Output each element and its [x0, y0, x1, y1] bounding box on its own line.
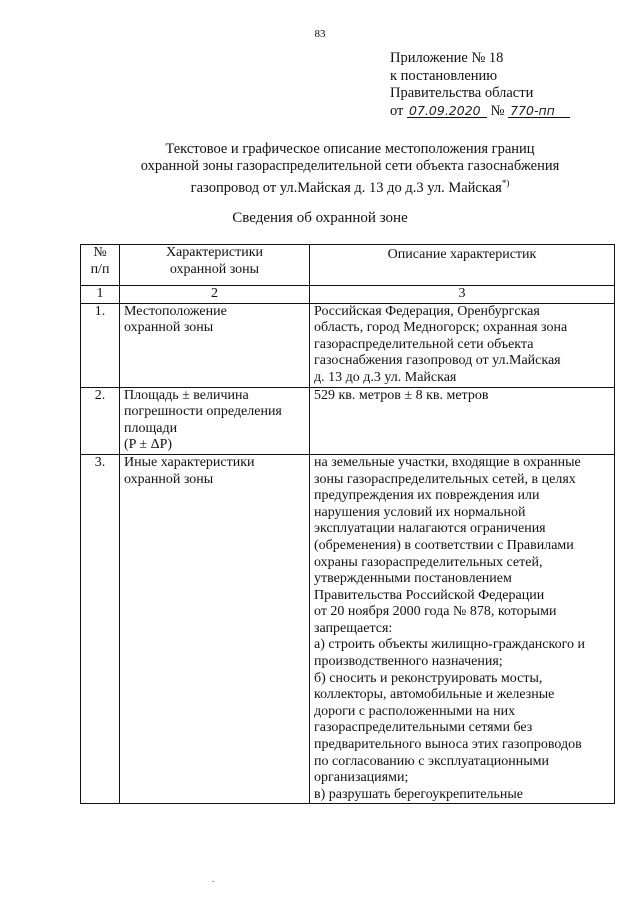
- text-line: б) сносить и реконструировать мосты,: [314, 670, 543, 686]
- row-description: [310, 387, 615, 454]
- table-row: [81, 303, 615, 387]
- row-description: [310, 303, 615, 387]
- text-line: нарушения условий их нормальной: [314, 504, 526, 520]
- text-line: на земельные участки, входящие в охранные: [314, 454, 581, 470]
- text-line: Иные характеристики: [124, 454, 255, 470]
- appendix-block: [390, 50, 570, 120]
- table-header-row: [81, 245, 615, 286]
- text-line: газораспределительной сети объекта: [314, 336, 534, 352]
- column-number: 3: [310, 286, 615, 304]
- column-number: 1: [81, 286, 120, 304]
- row-number: 3.: [81, 454, 120, 803]
- text-line: (P ± ΔP): [124, 437, 173, 453]
- number-sign: №: [490, 102, 505, 119]
- text-line: Площадь ± величина: [124, 387, 249, 403]
- text-line: запрещается:: [314, 620, 393, 636]
- header-number: [81, 245, 120, 286]
- header-description: Описание характеристик: [310, 245, 615, 286]
- section-title: Сведения об охранной зоне: [232, 210, 408, 226]
- handwritten-number: 770-пп: [508, 104, 570, 118]
- table-row: [81, 454, 615, 803]
- text-line: производственного назначения;: [314, 654, 503, 670]
- text-line: (обременения) в соответствии с Правилами: [314, 537, 574, 553]
- footnote-mark: *): [501, 178, 510, 188]
- header-number-line-1: №: [93, 245, 107, 260]
- text-line: эксплуатации налагаются ограничения: [314, 521, 546, 537]
- page-number: 83: [314, 28, 326, 40]
- text-line: в) разрушать берегоукрепительные: [314, 786, 524, 802]
- text-line: Правительства Российской Федерации: [314, 587, 545, 603]
- title-line-1: Текстовое и графическое описание местоположения границ: [165, 141, 535, 157]
- header-characteristics-line-2: охранной зоны: [169, 261, 260, 277]
- header-number-line-2: п/п: [90, 261, 110, 277]
- text-line: Местоположение: [124, 303, 227, 319]
- footer-mark: .: [212, 874, 215, 884]
- text-line: предупреждения их повреждения или: [314, 488, 540, 504]
- row-number: 2.: [81, 387, 120, 454]
- text-line: д. 13 до д.3 ул. Майская: [314, 369, 457, 385]
- text-line: площади: [124, 420, 178, 436]
- title-line-3-text: газопровод от ул.Майская д. 13 до д.3 ул. Майская: [190, 179, 502, 196]
- document-title: [60, 141, 640, 197]
- text-line: утвержденными постановлением: [314, 571, 512, 587]
- text-line: охранной зоны: [124, 471, 214, 487]
- title-line-3: [60, 175, 640, 197]
- text-line: организациями;: [314, 770, 409, 786]
- text-line: по согласованию с эксплуатационными: [314, 753, 549, 769]
- text-line: коллекторы, автомобильные и железные: [314, 687, 555, 703]
- text-line: газоснабжения газопровод от ул.Майская: [314, 353, 561, 369]
- text-line: а) строить объекты жилищно-гражданского и: [314, 637, 585, 653]
- appendix-line-4: [390, 103, 570, 121]
- text-line: область, город Медногорск; охранная зона: [314, 320, 568, 336]
- appendix-line-3: Правительства области: [390, 85, 534, 101]
- protection-zone-table: [80, 244, 615, 804]
- appendix-from-label: от: [390, 102, 404, 119]
- text-line: газораспределительными сетями без: [314, 720, 533, 736]
- row-description: [310, 454, 615, 803]
- text-line: зоны газораспределительных сетей, в целях: [314, 471, 576, 487]
- row-characteristic: [120, 387, 310, 454]
- column-number: 2: [120, 286, 310, 304]
- text-line: Российская Федерация, Оренбургская: [314, 303, 540, 319]
- title-line-2: охранной зоны газораспределительной сети объекта газоснабжения: [140, 158, 560, 174]
- text-line: погрешности определения: [124, 404, 282, 420]
- header-characteristics-line-1: Характеристики: [165, 245, 264, 260]
- header-characteristics: [120, 245, 310, 286]
- text-line: охранной зоны: [124, 320, 214, 336]
- column-number-row: [81, 286, 615, 304]
- row-characteristic: [120, 454, 310, 803]
- text-line: охраны газораспределительных сетей,: [314, 554, 543, 570]
- text-line: дороги с расположенными на них: [314, 703, 516, 719]
- text-line: 529 кв. метров ± 8 кв. метров: [314, 387, 489, 403]
- handwritten-date: 07.09.2020: [407, 104, 487, 118]
- appendix-line-2: к постановлению: [390, 67, 498, 84]
- row-number: 1.: [81, 303, 120, 387]
- text-line: предварительного выноса этих газопроводов: [314, 737, 582, 753]
- table-row: [81, 387, 615, 454]
- appendix-line-1: Приложение № 18: [390, 50, 504, 66]
- text-line: от 20 ноября 2000 года № 878, которыми: [314, 604, 557, 620]
- row-characteristic: [120, 303, 310, 387]
